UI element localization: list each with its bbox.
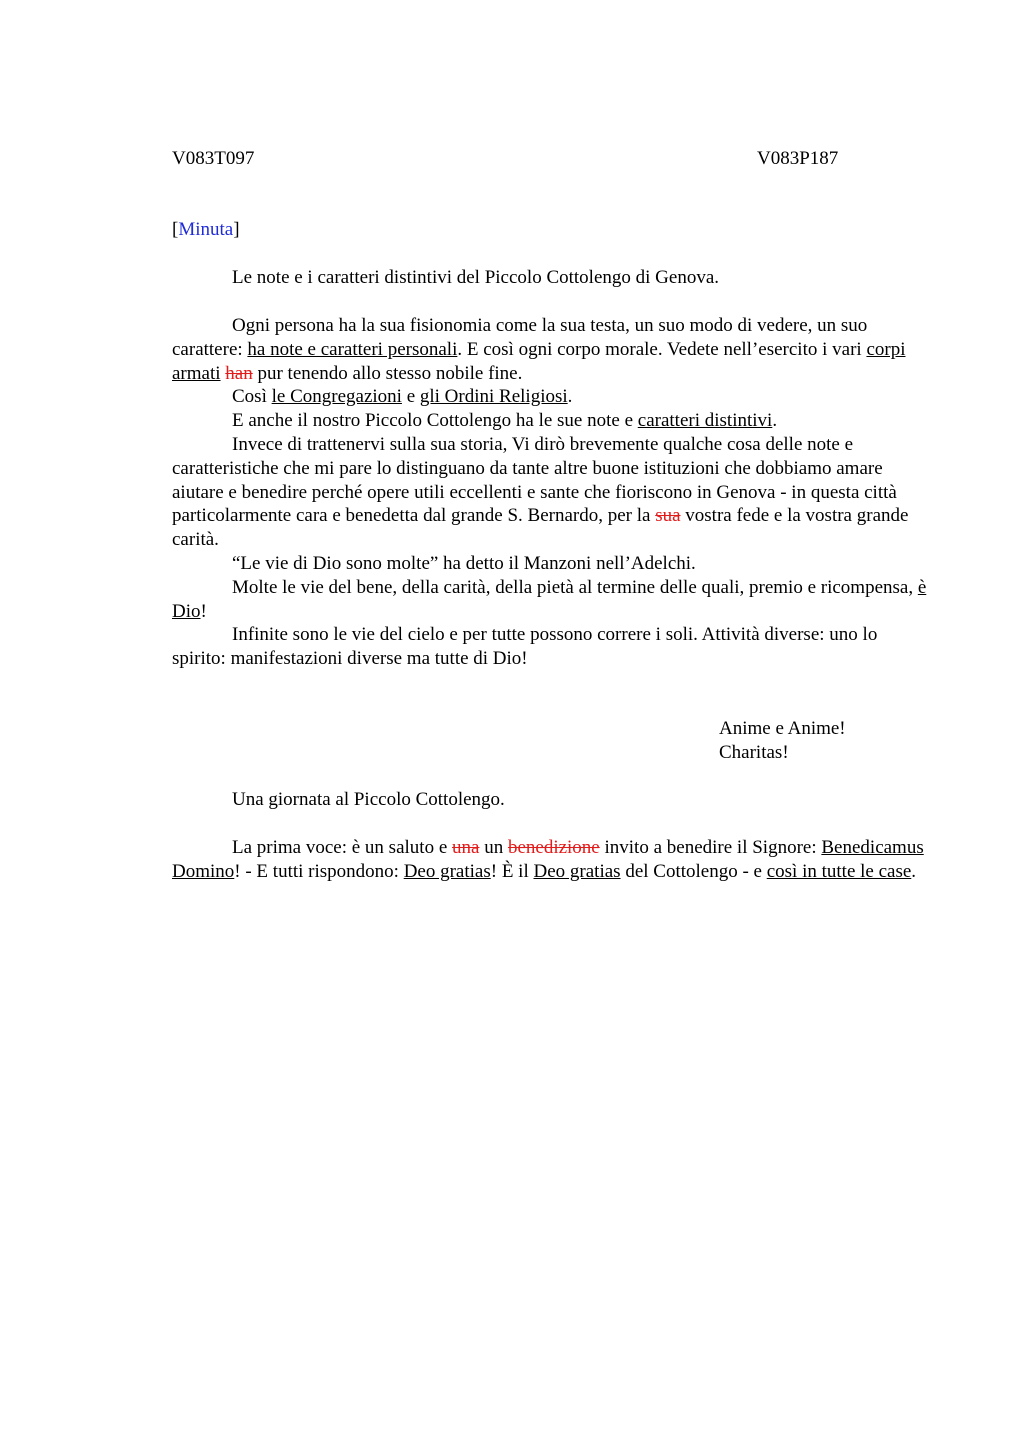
deleted-text: benedizione: [507, 837, 600, 858]
paragraph-manzoni: “Le vie di Dio sono molte” ha detto il Manzoni nell’Adelchi.: [232, 552, 696, 574]
text-run: .: [911, 860, 917, 882]
text-run: pur tenendo allo stesso nobile fine.: [252, 362, 523, 384]
minuta-tag: Minuta: [178, 219, 234, 240]
underlined-text: Deo gratias: [533, 860, 621, 882]
text-run: ! È il: [490, 860, 534, 882]
text-run: invito a benedire il Signore:: [599, 837, 822, 858]
underlined-text: così in tutte le case: [766, 860, 912, 882]
deleted-text: han: [225, 362, 253, 384]
text-run: un: [479, 837, 508, 858]
signature-line-2: Charitas!: [719, 742, 789, 763]
text-run: !: [200, 600, 207, 622]
text-run: Invece di trattenervi sulla sua storia, Vi dirò brevemente qualche cosa delle note e caratteristiche che mi pare lo distinguano da tante altre buone istituzioni che dobbiamo amare aiutare e benedire perché opere utili eccellenti e sante che fioriscono in Genova - in questa città particolarmente cara e benedetta dal grande S. Bernardo, per la: [172, 433, 897, 527]
minuta-label: [172, 219, 240, 241]
text-run: . E così ogni corpo morale. Vedete nell’esercito i vari: [457, 338, 867, 360]
text-run: del Cottolengo - e: [620, 860, 767, 882]
body-text-2: [172, 836, 928, 884]
closing-signature: [719, 717, 846, 765]
section-title-giornata: Una giornata al Piccolo Cottolengo.: [232, 789, 505, 810]
signature-line-1: Anime e Anime!: [719, 718, 846, 739]
paragraph-infinite: Infinite sono le vie del cielo e per tutte possono correre i soli. Attività diverse: uno lo spirito: manifestazioni diverse ma tutte di Dio!: [172, 624, 878, 670]
document-code-left: V083T097: [172, 148, 255, 169]
text-run: Molte le vie del bene, della carità, della pietà al termine delle quali, premio e ricompensa,: [232, 576, 918, 598]
paragraph-fisionomia: [172, 314, 928, 385]
document-code-right: V083P187: [757, 148, 839, 169]
paragraph-congregazioni: [172, 385, 928, 409]
text-run: Così: [232, 386, 272, 408]
paragraph-vie-del-bene: [172, 576, 928, 624]
text-run: E anche il nostro Piccolo Cottolengo ha le sue note e: [232, 410, 638, 432]
text-run: .: [567, 386, 573, 408]
underlined-text: è Dio: [172, 576, 927, 622]
text-run: La prima voce: è un saluto e: [232, 837, 453, 858]
text-run: Ogni persona ha la sua fisionomia come la sua testa, un suo modo di vedere, un suo carattere:: [172, 315, 868, 360]
text-run: ! - E tutti rispondono:: [234, 860, 404, 882]
underlined-text: corpi armati: [172, 338, 906, 384]
paragraph-prima-voce: [172, 836, 928, 884]
deleted-text: una: [452, 837, 480, 858]
underlined-text: Deo gratias: [403, 860, 491, 882]
document-page: [172, 0, 928, 1450]
deleted-text: sua: [655, 505, 681, 527]
text-run: e: [401, 386, 420, 408]
paragraph-caratteri: [172, 409, 928, 433]
minuta-close-bracket: ]: [233, 219, 240, 240]
underlined-text: ha note e caratteri personali: [247, 338, 458, 360]
underlined-text: caratteri distintivi: [637, 410, 773, 432]
minuta-open-bracket: [: [172, 219, 179, 240]
paragraph-storia: [172, 433, 928, 552]
text-run: .: [772, 410, 778, 432]
underlined-text: gli Ordini Religiosi: [419, 386, 568, 408]
body-text-1: [172, 314, 928, 671]
text-run: vostra fede e la vostra grande carità.: [172, 505, 909, 551]
underlined-text: Benedicamus Domino: [172, 837, 924, 882]
underlined-text: le Congregazioni: [271, 386, 402, 408]
section-title-note: Le note e i caratteri distintivi del Piccolo Cottolengo di Genova.: [232, 267, 720, 288]
